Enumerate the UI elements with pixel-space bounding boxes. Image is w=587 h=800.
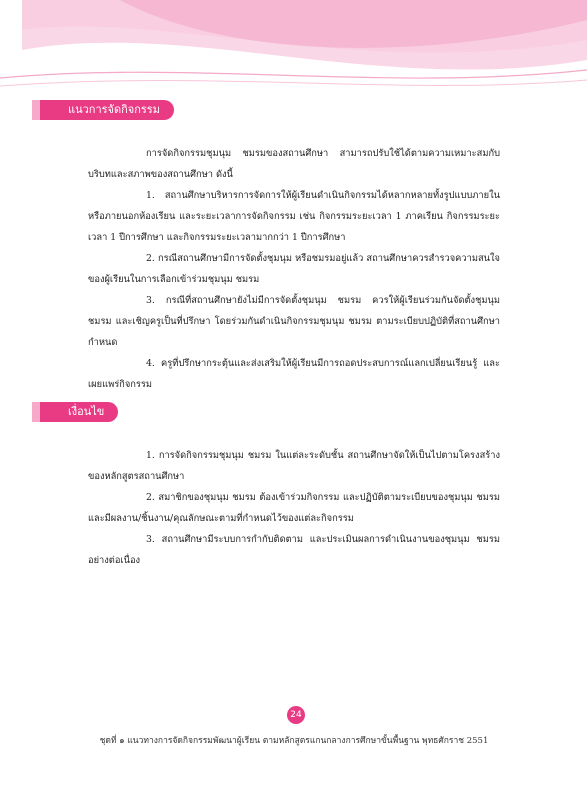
- header-decoration: [0, 0, 587, 96]
- section1-item-3: 3. กรณีที่สถานศึกษายังไม่มีการจัดตั้งชุมนุม ชมรม ควรให้ผู้เรียนร่วมกันจัดตั้งชุมนุม ชมรม และเชิญครูเป็นที่ปรึกษา โดยร่วมกันดำเนินกิจกรรมชุมนุม ชมรม ตามระเบียบปฏิบัติที่สถานศึกษากำหนด: [88, 295, 500, 348]
- section1-intro: การจัดกิจกรรมชุมนุม ชมรมของสถานศึกษา สามารถปรับใช้ได้ตามความเหมาะสมกับบริบทและสภาพของสถานศึกษา ดังนี้: [88, 148, 500, 180]
- section2-item-3: 3. สถานศึกษามีระบบการกำกับติดตาม และประเมินผลการดำเนินงานของชุมนุม ชมรมอย่างต่อเนื่อง: [88, 534, 500, 566]
- footer-text: ชุดที่ ๑ แนวทางการจัดกิจกรรมพัฒนาผู้เรียน ตามหลักสูตรแกนกลางการศึกษาขั้นพื้นฐาน พุทธศักราช 2551: [99, 736, 489, 746]
- section2-item-2: 2. สมาชิกของชุมนุม ชมรม ต้องเข้าร่วมกิจกรรม และปฏิบัติตามระเบียบของชุมนุม ชมรม และมีผลงาน/ชิ้นงาน/คุณลักษณะตามที่กำหนดไว้ของแต่ละกิจกรรม: [88, 492, 500, 524]
- page-number: 24: [287, 706, 305, 724]
- section2-item-1: 1. การจัดกิจกรรมชุมนุม ชมรม ในแต่ละระดับชั้น สถานศึกษาจัดให้เป็นไปตามโครงสร้างของหลักสูตรสถานศึกษา: [88, 450, 500, 482]
- section-heading-guidelines: แนวการจัดกิจกรรม: [32, 100, 174, 120]
- section1-item-4: 4. ครูที่ปรึกษากระตุ้นและส่งเสริมให้ผู้เรียนมีการถอดประสบการณ์แลกเปลี่ยนเรียนรู้ และเผยแพร่กิจกรรม: [88, 358, 500, 390]
- section1-item-2: 2. กรณีสถานศึกษามีการจัดตั้งชุมนุม หรือชมรมอยู่แล้ว สถานศึกษาควรสำรวจความสนใจของผู้เรียนในการเลือกเข้าร่วมชุมนุม ชมรม: [88, 253, 500, 285]
- section1-item-1: 1. สถานศึกษาบริหารการจัดการให้ผู้เรียนดำเนินกิจกรรมได้หลากหลายทั้งรูปแบบภายในหรือภายนอกห้องเรียน และระยะเวลาการจัดกิจกรรม เช่น กิจกรรมระยะเวลา 1 ภาคเรียน กิจกรรมระยะเวลา 1 ปีการศึกษา และกิจกรรมระยะเวลามากกว่า 1 ปีการศึกษา: [88, 190, 500, 243]
- section-heading-conditions: เงื่อนไข: [32, 402, 118, 422]
